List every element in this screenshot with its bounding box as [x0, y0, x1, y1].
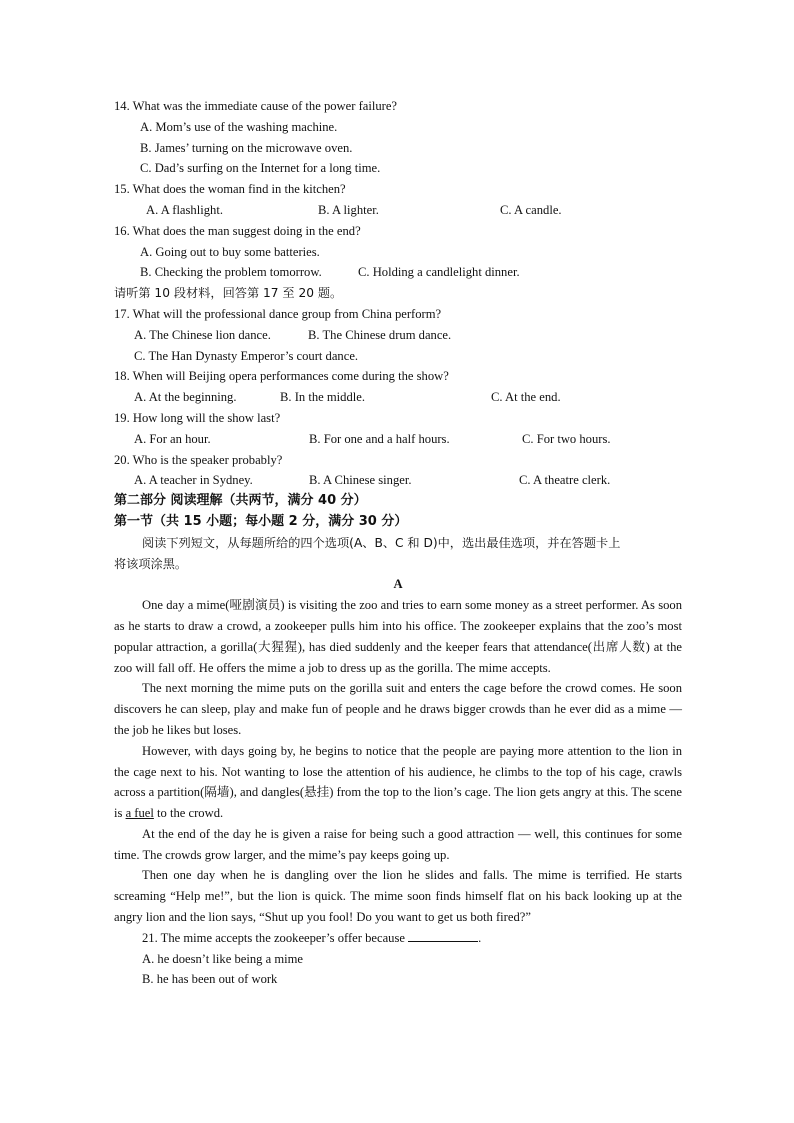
question-15-stem: 15. What does the woman find in the kitchen? [114, 182, 346, 197]
question-19-stem: 19. How long will the show last? [114, 410, 281, 425]
question-17-stem: 17. What will the professional dance group from China perform? [114, 306, 442, 321]
question-20-option-b: B. A Chinese singer. [309, 473, 412, 488]
question-21-option-b: B. he has been out of work [142, 972, 278, 987]
question-16-stem: 16. What does the man suggest doing in the end? [114, 223, 361, 238]
question-21-stem: 21. The mime accepts the zookeeper’s offer because [142, 930, 405, 945]
question-18-option-c: C. At the end. [491, 390, 561, 405]
question-19-option-c: C. For two hours. [522, 431, 611, 446]
question-15-option-a: A. A flashlight. [146, 202, 223, 217]
question-17-options-ab [114, 325, 682, 346]
question-14-option-a: A. Mom’s use of the washing machine. [140, 119, 338, 134]
section-one-title: 第一节（共 15 小题；每小题 2 分，满分 30 分） [114, 513, 408, 529]
reading-instruction-line-1: 阅读下列短文，从每题所给的四个选项(A、B、C 和 D)中，选出最佳选项，并在答题卡上 [142, 535, 621, 550]
question-19-options [114, 429, 682, 450]
paragraph-3-end: to the crowd. [153, 806, 224, 821]
passage-paragraph-4: At the end of the day he is given a raise for being such a good attraction — well, this continues for some time. The crowds grow larger, and the mime’s pay keeps going up. [114, 826, 682, 862]
listening-instruction: 请听第 10 段材料，回答第 17 至 20 题。 [114, 286, 343, 301]
question-20-options [114, 470, 682, 491]
question-17-option-a: A. The Chinese lion dance. [134, 327, 271, 342]
question-15-options [114, 200, 682, 221]
underlined-phrase: a fuel [125, 806, 154, 821]
question-18-option-b: B. In the middle. [280, 390, 365, 405]
question-20-option-a: A. A teacher in Sydney. [134, 473, 253, 488]
question-14-stem: 14. What was the immediate cause of the power failure? [114, 99, 398, 113]
question-16-options-bc [114, 262, 682, 283]
question-17-option-b: B. The Chinese drum dance. [308, 327, 452, 342]
question-21-stem-line [114, 928, 682, 949]
passage-paragraph-3 [114, 741, 682, 824]
page-content [114, 96, 682, 990]
passage-paragraph-2: The next morning the mime puts on the gorilla suit and enters the cage before the crowd comes. He soon discovers he can sleep, play and make fun of people and he draws bigger crowds than he ever did as a mime — the job he likes but loses. [114, 681, 682, 737]
question-16-option-a: A. Going out to buy some batteries. [140, 244, 320, 259]
answer-blank [408, 929, 478, 942]
question-20-stem: 20. Who is the speaker probably? [114, 452, 283, 467]
question-14-option-c: C. Dad’s surfing on the Internet for a long time. [140, 161, 381, 176]
question-15-option-c: C. A candle. [500, 202, 562, 217]
question-19-option-a: A. For an hour. [134, 431, 211, 446]
question-21-option-a: A. he doesn’t like being a mime [142, 951, 304, 966]
question-16-option-c: C. Holding a candlelight dinner. [358, 265, 520, 280]
question-17-option-c: C. The Han Dynasty Emperor’s court dance. [134, 348, 359, 363]
question-18-option-a: A. At the beginning. [134, 390, 237, 405]
question-19-option-b: B. For one and a half hours. [309, 431, 450, 446]
question-18-stem: 18. When will Beijing opera performances come during the show? [114, 369, 449, 384]
question-14-option-b: B. James’ turning on the microwave oven. [140, 140, 353, 155]
passage-paragraph-5: Then one day when he is dangling over the lion he slides and falls. The mime is terrified. He starts screaming “Help me!”, but the lion is quick. The mime soon finds himself flat on his back looking up at the angry lion and the lion says, “Shut up you fool! Do you want to get us both fired?” [114, 868, 682, 925]
reading-instruction-line-2: 将该项涂黑。 [114, 556, 188, 571]
question-18-options [114, 387, 682, 408]
part-two-title: 第二部分 阅读理解（共两节，满分 40 分） [114, 493, 367, 509]
passage-label: A [393, 577, 403, 592]
question-16-option-b: B. Checking the problem tomorrow. [140, 265, 322, 280]
question-20-option-c: C. A theatre clerk. [519, 473, 611, 488]
question-15-option-b: B. A lighter. [318, 202, 379, 217]
question-21-stem-end: . [478, 930, 482, 945]
paragraph-3-text: However, with days going by, he begins to notice that the people are paying more attention to the lion in the cage next to his. Not wanting to lose the attention of his audience, he climbs to the top of his cage, crawls across a partition(隔墙), and dangles(悬挂) from the top to the lion’s cage. The lion gets angry at this. The scene is [114, 743, 682, 821]
passage-paragraph-1: One day a mime(哑剧演员) is visiting the zoo and tries to earn some money as a street performer. As soon as he starts to draw a crowd, a zookeeper pulls him into his office. The zookeeper explains that the zoo’s most popular attraction, a gorilla(大猩猩), has died suddenly and the keeper fears that attendance(出席人数) at the zoo will fall off. He offers the mime a job to dress up as the gorilla. The mime accepts. [114, 598, 682, 675]
